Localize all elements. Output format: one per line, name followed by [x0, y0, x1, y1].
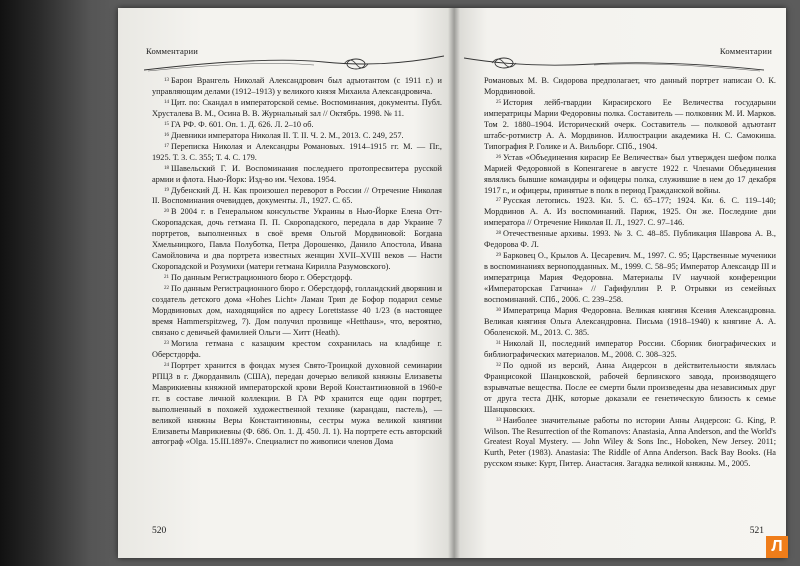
footnote-text: Могила гетмана с казацким крестом сохранилась на кладбище г. Оберстдорфа. — [152, 338, 442, 359]
footnote-text: Дубенский Д. Н. Как произошел переворот в России // Отречение Николая II. Воспоминания очевидцев, документы. Л., 1927. С. 65. — [152, 185, 442, 206]
footnote — [152, 98, 442, 120]
footnote — [152, 186, 442, 208]
footnote — [484, 196, 776, 229]
footnote-text: Барковец О., Крылов А. Цесаревич. М., 1997. С. 95; Царственные мученики в воспоминаниях верноподданных. М., 1999. С. 58–95; Император Александр III и императрица Мария Федоровна. Материалы IV научной конференции «Императорская Гатчина» // Гафифуллин Р. Р. Отрывки из семейных воспоминаний. СПб., 2006. С. 239–258. — [484, 251, 776, 305]
footnote-number: 23 — [164, 340, 169, 346]
footnote — [152, 284, 442, 339]
footnote-text: История лейб-гвардии Кирасирского Ее Величества государыни императрицы Марии Федоровны полка. Составитель — полковник М. И. Марков. Том 2. 1880–1904. Исторический очерк. Составитель — полковой адъютант штабс-ротмистр А. А. Мордвинов. Иллюстрации академика Н. С. Самокиша. Типография Р. Голике и А. Вильборг. СПб., 1904. — [484, 97, 776, 151]
footnote-number: 15 — [164, 121, 169, 127]
footnote-text: Отечественные архивы. 1993. № 3. С. 48–85. Публикация Шаврова А. В., Федорова Ф. Л. — [484, 229, 776, 250]
footnote — [152, 76, 442, 98]
footnote — [152, 339, 442, 361]
footnote — [484, 339, 776, 361]
footnote-number: 24 — [164, 362, 169, 368]
footnote — [484, 229, 776, 251]
footnote — [152, 207, 442, 273]
footnote-number: 13 — [164, 78, 169, 83]
footnote-number: 33 — [496, 417, 501, 423]
footnote — [484, 306, 776, 339]
footnote-number: 32 — [496, 362, 501, 368]
footnote-number: 29 — [496, 253, 501, 259]
footnote-text: По данным Регистрационного бюро г. Оберстдорф, голландский дворянин и создатель детского дома «Hohes Licht» Ламан Трип де Бофор подарил семье Мордвиновых дом, находящийся по адресу Lorettstassе 40 1/23 (в настоящее время Hammerspitzweg, 7). Дом получил прозвище «Hetthaus», что, вероятно, связано с девичьей фамилией Ольги — Хитт (Heath). — [152, 284, 442, 337]
footnote — [484, 153, 776, 197]
footnote — [484, 98, 776, 153]
right-page-number: 521 — [749, 526, 764, 536]
footnote — [484, 361, 776, 416]
footnote-text: Наиболее значительные работы по истории Анны Андерсон: G. King, P. Wilson. The Resurrection of the Romanovs: Anastasia, Anna Anderson, and the World's Greatest Royal Mystery. — John Wiley & Sons Inc., Hoboken, New Jersey. 2011; Kurth, Peter (1983). Anastasia: The Riddle of Anna Anderson. Back Bay Books. (На русском языке: Курт, Питер. Анастасия. Загадка великой княжны. М., 2005. — [484, 415, 776, 469]
footnote-text: Николай II, последний император России. Сборник биографических и библиографических материалов. М., 2008. С. 308–325. — [484, 338, 776, 359]
book-spread — [118, 8, 786, 558]
footnote-number: 25 — [496, 99, 501, 105]
footnote-number: 18 — [164, 165, 169, 171]
footnote — [484, 76, 776, 98]
footnote — [152, 164, 442, 186]
footnote — [152, 142, 442, 164]
footnote-text: Портрет хранится в фондах музея Свято-Троицкой духовной семинарии РПЦЗ в г. Джорданвиль (США), передан дочерью великой княжны Елизаветы Маврикиевны княжной императорской крови Верой Константиновной в 1960-е гг. в составе личной коллекции. В ГА РФ хранится еще один портрет, выполненный в похожей художественной технике (карандаш, пастель), — великой княжны Веры Константиновны, сестры мужа великой княгини Елизаветы Маврикиевны (Ф. 686. Оп. 1. Д. 450. Л. 1). На портрете есть авторский автограф «Olga. 15.III.1897». Специалист по живописи членов Дома — [152, 360, 442, 447]
footnote — [152, 361, 442, 449]
book-gutter — [448, 8, 460, 558]
right-footnotes — [484, 76, 776, 470]
watermark-logo-icon: Л — [766, 536, 788, 558]
left-running-head: Комментарии — [146, 46, 199, 56]
footnote-text: Переписка Николая и Александры Романовых. 1914–1915 гг. М. — Пг., 1925. Т. 3. С. 355; Т. 4. С. 179. — [152, 141, 442, 162]
footnote — [152, 120, 442, 131]
right-running-head: Комментарии — [719, 46, 772, 56]
left-page — [118, 8, 454, 558]
footnote-text: ГА РФ. Ф. 601. Оп. 1. Д. 626. Л. 2–10 об. — [171, 119, 314, 129]
footnote-text: Барон Врангель Николай Александрович был адъютантом (с 1911 г.) и управляющим делами (1912–1913) у великого князя Михаила Александровича. — [152, 76, 442, 96]
footnote-number: 21 — [164, 275, 169, 281]
footnote-number: 28 — [496, 231, 501, 237]
footnote — [484, 416, 776, 471]
footnote-text: В 2004 г. в Генеральном консульстве Украины в Нью-Йорке Елена Отт-Скоропадская, дочь гетмана П. П. Скоропадского, передала в дар Украине 7 портретов, выполненных в своё время Ольгой Мордвиновой: Богдана Хмельницкого, Павла Полуботка, Петра Дорошенко, Данило Апостола, Ивана Самойловича и два портрета известных женщин XVII–XVIII веков — Насти Скоропадской и Розумихи (матери гетмана Кирилла Разумовского). — [152, 207, 442, 272]
footnote-number: 19 — [164, 187, 169, 193]
footnote-number: 27 — [496, 198, 501, 204]
footnote-number: 20 — [164, 209, 169, 215]
footnote — [484, 251, 776, 306]
footnote-text: Устав «Объединения кирасир Ее Величества» был утвержден шефом полка Марией Федоровной в Копенгагене в августе 1922 г. Членами Объединения являлись бывшие командиры и офицеры полка, служившие в нем до 17 декабря 1917 г., и офицеры, принятые в полк в период Гражданской войны. — [484, 152, 776, 195]
right-page — [454, 8, 786, 558]
footnote-number: 16 — [164, 132, 169, 138]
footnote-text: По одной из версий, Анна Андерсон в действительности являлась Францисокой Шанцковской, рабочей берлинского завода, производящего взрывчатые вещества. После ее смерти были произведены два независимых друг от друга теста ДНК, которые доказали ее генетическую близость к семье Шанцковских. — [484, 360, 776, 414]
footnote-number: 22 — [164, 286, 169, 292]
footnote-number: 31 — [496, 340, 501, 346]
footnote-number: 30 — [496, 308, 501, 314]
left-footnotes — [152, 76, 442, 448]
left-page-number: 520 — [152, 526, 167, 536]
footnote-text: Шавельский Г. И. Воспоминания последнего протопресвитера русской армии и флота. Нью-Йорк: Изд-во им. Чехова. 1954. — [152, 163, 442, 184]
footnote-text: Романовых М. В. Сидорова предполагает, что данный портрет написан О. К. Мордвиновой. — [484, 76, 776, 96]
footnote-text: По данным Регистрационного бюро г. Оберстдорф. — [171, 273, 353, 283]
footnote-text: Дневники императора Николая II. Т. II. Ч. 2. М., 2013. С. 249, 257. — [171, 130, 404, 140]
footnote-number: 17 — [164, 143, 169, 149]
footnote-text: Императрица Мария Федоровна. Великая княгиня Ксения Александровна. Великая княгиня Ольга Александровна. Письма (1918–1940) к княгине А. А. Оболенской. М., 2013. С. 385. — [484, 306, 776, 337]
footnote-text: Русская летопись. 1923. Кн. 5. С. 65–177; 1924. Кн. 6. С. 119–140; Мордвинов А. А. Из воспоминаний. Париж, 1925. Он же. Последние дни императора // Отречение Николая II. Л., 1927. С. 97–146. — [484, 196, 776, 228]
footnote-number: 14 — [164, 99, 169, 105]
footnote — [152, 131, 442, 142]
footnote-number: 26 — [496, 154, 501, 160]
footnote — [152, 273, 442, 284]
footnote-text: Цит. по: Скандал в императорской семье. Воспоминания, документы. Публ. Хрусталева В. М., Осина В. В. Журнальный зал // Октябрь. 1998. № 11. — [152, 97, 442, 118]
